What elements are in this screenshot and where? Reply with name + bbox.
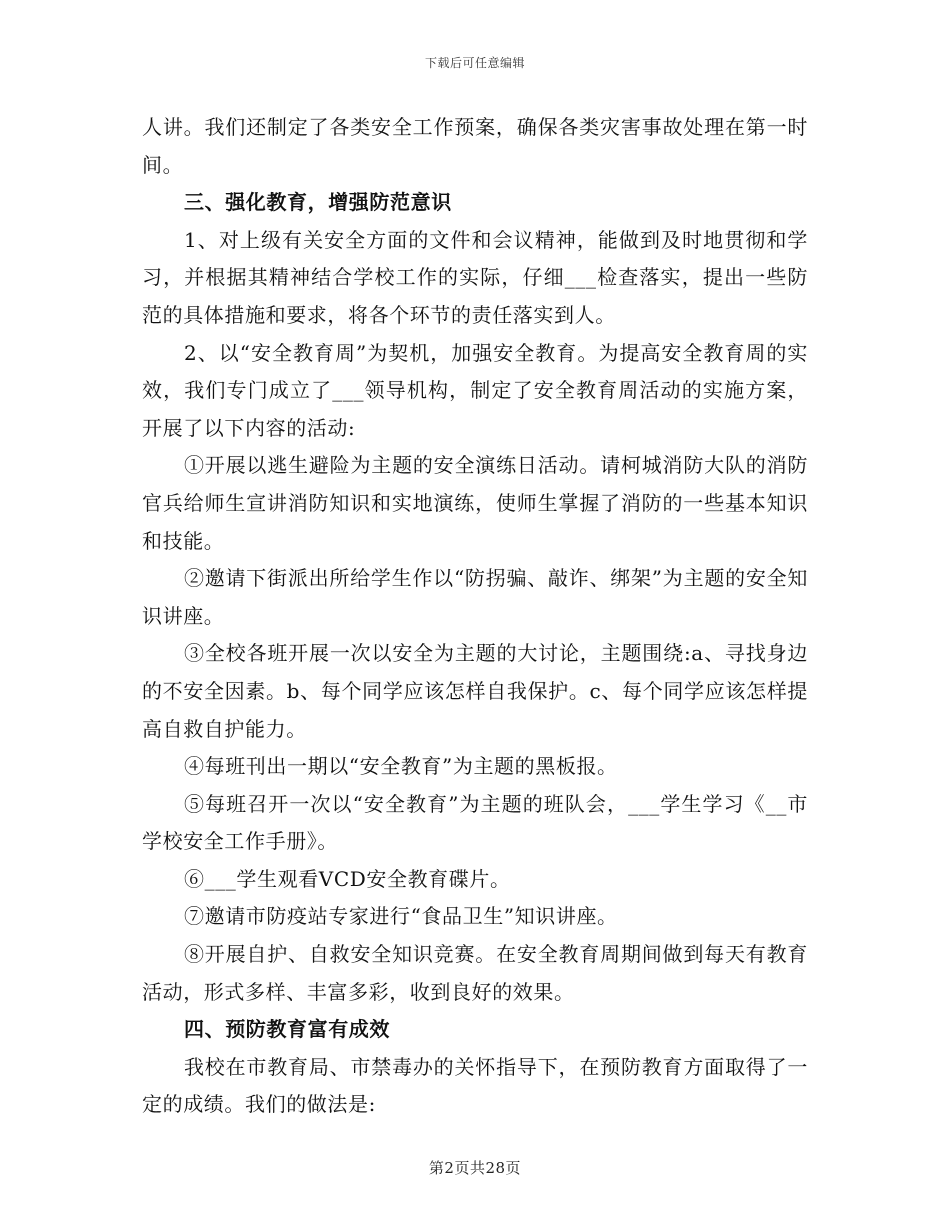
continuation-paragraph: 人讲。我们还制定了各类安全工作预案，确保各类灾害事故处理在第一时间。 <box>142 115 808 177</box>
section-4-intro: 我校在市教育局、市禁毒办的关怀指导下，在预防教育方面取得了一定的成绩。我们的做法是: <box>142 1054 808 1117</box>
activity-item-1: ①开展以逃生避险为主题的安全演练日活动。请柯城消防大队的消防官兵给师生宣讲消防知识和实地演练，使师生掌握了消防的一些基本知识和技能。 <box>142 453 808 553</box>
activity-item-7: ⑦邀请市防疫站专家进行“食品卫生”知识讲座。 <box>184 904 618 929</box>
activity-item-6: ⑥___学生观看VCD安全教育碟片。 <box>184 866 511 891</box>
section-heading-3: 三、强化教育，增强防范意识 <box>184 190 452 215</box>
activity-item-3: ③全校各班开展一次以安全为主题的大讨论，主题围绕:a、寻找身边的不安全因素。b、每个同学应该怎样自我保护。c、每个同学应该怎样提高自救自护能力。 <box>142 641 808 741</box>
document-body <box>142 109 808 1124</box>
activity-item-4: ④每班刊出一期以“安全教育”为主题的黑板报。 <box>184 754 618 779</box>
section-heading-4: 四、预防教育富有成效 <box>184 1017 390 1042</box>
paragraph-item-2: 2、以“安全教育周”为契机，加强安全教育。为提高安全教育周的实效，我们专门成立了___领导机构，制定了安全教育周活动的实施方案，开展了以下内容的活动: <box>142 340 808 440</box>
activity-item-2: ②邀请下街派出所给学生作以“防拐骗、敲诈、绑架”为主题的安全知识讲座。 <box>142 566 808 628</box>
page-number: 第2页共28页 <box>428 1159 522 1177</box>
page-header-note: 下载后可任意编辑 <box>424 56 525 70</box>
paragraph-item-1: 1、对上级有关安全方面的文件和会议精神，能做到及时地贯彻和学习，并根据其精神结合学校工作的实际，仔细___检查落实，提出一些防范的具体措施和要求，将各个环节的责任落实到人。 <box>142 227 808 327</box>
activity-item-5: ⑤每班召开一次以“安全教育”为主题的班队会，___学生学习《__市学校安全工作手册》。 <box>142 791 808 854</box>
activity-item-8: ⑧开展自护、自救安全知识竞赛。在安全教育周期间做到每天有教育活动，形式多样、丰富多彩，收到良好的效果。 <box>142 942 808 1004</box>
